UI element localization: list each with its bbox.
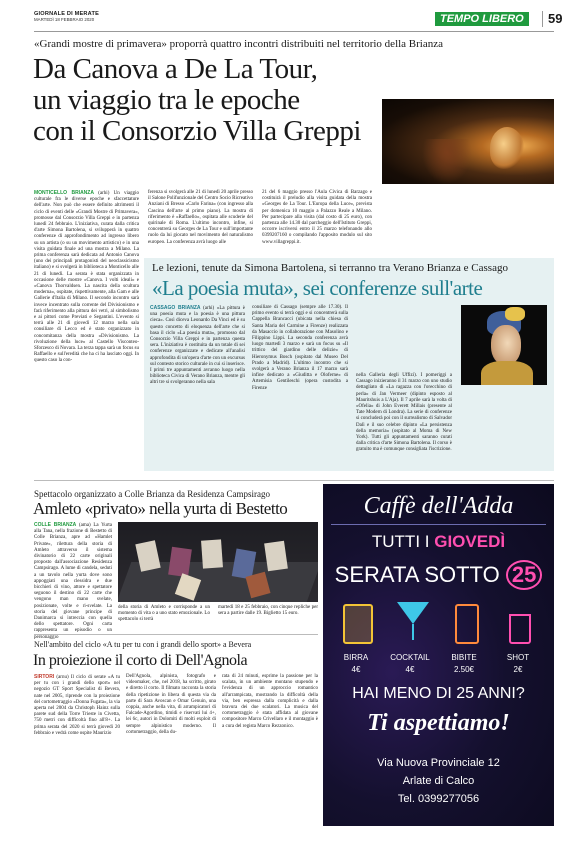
article3-title: Amleto «privato» nella yurta di Bestetto xyxy=(33,499,288,518)
ad-age: 25 xyxy=(506,560,542,590)
ad-item-bibite: BIBITE 2.50€ xyxy=(451,653,477,674)
article2-col1-text: «La pittura è una poesia muta e la poesia è una pittura cieca». Così diceva Leonardo Da Vinci ed è su questo concetto di eloquenza dell'arte che si basa il ciclo «La poesia muta», promosso dal Consorzio Villa Greppi e in partenza questa sera. L'iniziativa è costituita da un totale di sei conferenze organizzate e dedicate all'analisi approfondita di un'opera d'arte con un excursus sul contesto storico culturale in cui si inserisce. I primi tre appuntamenti avranno luogo nella biblioteca Civica di Verano Brianza, mentre gli altri tre si svolgeranno nella sala xyxy=(150,306,246,386)
article1-title-line1: Da Canova a De La Tour, xyxy=(33,53,318,85)
ad-question: HAI MENO DI 25 ANNI? xyxy=(352,685,525,702)
article3-col2: della storia di Amleto e corrisponde a un momento di vita o a uno stato emozionale. Lo spettacolo si terrà xyxy=(118,605,210,623)
soda-icon xyxy=(455,604,479,644)
masthead-rule xyxy=(34,31,554,32)
article1-title-line3: con il Consorzio Villa Greppi xyxy=(33,115,361,147)
article1-col1 xyxy=(34,190,139,365)
vermeer-painting xyxy=(461,305,547,385)
article1-dateline: MONTICELLO BRIANZA xyxy=(34,190,94,196)
article4-byline: (arnu) xyxy=(56,675,69,680)
article1-col1-text: Un viaggio culturale fra le diverse epoche e sfaccettature dell'arte. Non può che essere definito altrimenti il ciclo di eventi delle «Grandi Mostre di Primavera», promosse dal Consorzio Villa Greppi e in partenza lunedì 24 febbraio. L'iniziativa, curata dalla critica d'arte Simona Bartolena, si svilupperà in quattro conferenze di approfondimento ad ingresso libero su un artista (o su un movimento artistico) e in una visita guidata finale ad una mostra a Milano. La prima conferenza sarà dedicata ad Antonio Canova (uno dei principali protagonisti del neoclassicismo italiano) e si svolgerà in biblioteca a Monticello alle 21 di lunedì. La serata è stata organizzata in occasione delle mostre «Canova. I volti ideali» e «Canova Thorvaldsen. La nascita della scultura moderna», ospitate, rispettivamente, alla Gam e alle Gallerie d'Italia di Milano. Il secondo incontro sarà invece incentrato sulla corrente del Divisionismo e farà riferimento alla pittura dei vetri, al simbolismo e ai pittori come Previati e Segantini. L'evento si terrà alle 21 di giovedì 12 marzo nella sala consiliare di Lecco ed è stato organizzato in concomitanza della mostra «Divisionismo. La rivoluzione della luce» al Castello Visconteo-Sforzesco di Novara. La terza tappa sarà un focus su Raffaello e sull'eredità che ha ci ha lasciato oggi. In questo caso la con- xyxy=(34,191,140,364)
article3-col1-text: La Yurta alla Tana, nella frazione di Bestetto di Colle Brianza, apre ad «Hamlet Private», rilettura della storia di Amleto attraverso il sistema divinatorio di 22 carte originali proposto dall'associazione Residenza Campsirago. A lume di candela, seduti a un tavolo nella yurta dove sono appoggiati una clessidra e due bicchieri di vino, attore e spettatore seguono il destino di 22 carte che vengono man mano svelate, posizionate, volte e ri-svelate. La storia del giovane principe di Danimarca si intreccia con quella dello spettatore. Ogni carta rappresenta un episodio o un personaggio xyxy=(34,523,112,640)
article3-col1 xyxy=(34,522,112,641)
article4-col2: Dell'Agnola, alpinista, fotografo e videomaker, che, nel 2018, ha scritto, girato e diretto il corto. Il filmato racconta la storia della ripetizione in libera di questa via da parte di Sara Avoscan e Omar Genuin, una coppia, anche nella vita, di arrampicatori di Falcade-Agordino, timidi e riservati lui 4+, lei 6c, autori in Dolomiti di molti exploit di sempre alpinistico moderno. Il cortometraggio, della du- xyxy=(126,674,216,735)
article1-byline: (arhi) xyxy=(98,191,110,196)
article2-col2: consiliare di Cassago (sempre alle 17.30). Il primo evento si terrà oggi e si concentrerà sulla Cappella Brancacci (ubicata nella chiesa di Santa Maria del Carmine a Firenze) realizzata da Masaccio in collaborazione con Masolino e Filippino Lippi. La seconda conferenza avrà luogo martedì 3 marzo e sarà un focus su «Il trittico del giardino delle delizie» di Hieronymus Bosch (ospitato dal Museo Del Prado a Madrid). L'ultimo incontro che si svolgerà a Verano Brianza il 17 marzo sarà infine dedicato a «Giuditta e Oloferne» di Artemisia Gentileschi (opera custodita a Firenze xyxy=(252,305,348,391)
painting-photo xyxy=(382,99,554,184)
caffe-adda-ad xyxy=(323,484,554,826)
article3-byline: (ama) xyxy=(79,523,91,528)
article1-col2: ferenza si svolgerà alle 21 di lunedì 20 aprile presso il Salone Polifunzionale del Centro Socio Ricreativo Anziani di Bresso «Carlo Farina» (con ingresso alla Cascina dell'arte al primo piano). La mostra di riferimento è «Raffaello», ospitata alle scuderie del quirinale di Roma. L'ultimo incontro, infine, si concentrerà su Georges de La Tour e sull'importante ruolo da lui giocato nel movimento del naturalismo europeo. La conferenza avrà luogo alle xyxy=(148,190,253,245)
shot-icon xyxy=(509,614,531,644)
ad-script: Ti aspettiamo! xyxy=(367,710,510,736)
ad-serata xyxy=(323,560,554,590)
article2-col1 xyxy=(150,305,245,387)
ad-days xyxy=(323,532,554,552)
article3-dateline: COLLE BRIANZA xyxy=(34,522,77,528)
article3-col3: martedì 18 e 25 febbraio, con cinque repliche per sera a partire dalle 19. Biglietto 15 euro. xyxy=(218,605,318,617)
beer-icon xyxy=(343,604,373,644)
divider-2 xyxy=(34,634,318,635)
publication-date: MARTEDÌ 18 FEBBRAIO 2020 xyxy=(34,16,95,22)
ad-brand: Caffè dell'Adda xyxy=(363,493,514,519)
article4-title: In proiezione il corto di Dell'Agnola xyxy=(33,652,248,669)
article2-kicker: Le lezioni, tenute da Simona Bartolena, si terranno tra Verano Brianza e Cassago xyxy=(152,262,508,274)
ad-drink-icons xyxy=(333,598,544,648)
article4-col3: rata di 24 minuti, esprime la passione per la scalata, in un ambiente montano stupendo e l'evidenza di un approccio romantico all'arrampicata, mostrando la difficoltà della via, ben espressa dalla complicità e dalla bravura dei due scalatori. La musica del cortometraggio è stata affidata al giovane compositore Marco Crivellaro e il montaggio è a cura del regista Marco Rezzonico. xyxy=(222,674,318,729)
article2-byline: (arhi) xyxy=(203,306,215,311)
article2-dateline: CASSAGO BRIANZA xyxy=(150,305,201,311)
article1-title-line2: un viaggio tra le epoche xyxy=(33,84,300,116)
publication-name: GIORNALE DI MERATE xyxy=(34,11,100,17)
ad-item-birra: BIRRA 4€ xyxy=(343,653,369,674)
ad-address-line1: Via Nuova Provinciale 12 xyxy=(377,757,500,769)
ad-days-pre: TUTTI I xyxy=(371,532,430,551)
ad-address-line2: Arlate di Calco xyxy=(402,775,475,787)
ad-item-shot: SHOT 2€ xyxy=(506,653,530,674)
divider-1 xyxy=(34,480,554,481)
article3-kicker: Spettacolo organizzato a Colle Brianza da Residenza Campsirago xyxy=(34,489,271,499)
ad-price-list xyxy=(323,652,554,678)
masthead xyxy=(34,12,99,22)
section-tag: TEMPO LIBERO xyxy=(435,12,529,26)
cocktail-stem xyxy=(412,624,414,640)
article4-col1-text: Il ciclo di serate «A tu per tu con i grandi dello sport» nel negozio GT Sport Specialist di Bevera, nate nel 2005, riprende con la proiezione del cortometraggio «Donna Fugata», la via aperta nel 2004 da Christoph Hainz sulla parete sud della Torre Trieste in Civetta, 750 metri con difficoltà fino all'8+. La prima serata del 2020 si terrà giovedì 20 febbraio e vedrà come ospite Maurizio xyxy=(34,675,120,736)
ad-days-highlight: GIOVEDÌ xyxy=(434,532,506,551)
ad-phone: Tel. 0399277056 xyxy=(397,793,480,805)
article4-dateline: SIRTORI xyxy=(34,674,55,680)
tarot-cards-photo xyxy=(118,522,318,602)
page-number: 59 xyxy=(542,11,562,27)
article2-col3: nella Galleria degli Uffizi). I pomeriggi a Cassago inizieranno il 31 marzo con uno studio dettagliato di «La ragazza con l'orecchino di perla» di Jan Vermeer (dipinto esposto al Mauritshuis a L'Aja). Il 7 aprile sarà la volta di «Ofelia» di John Everett Millais (presente al Tate Modern di Londra). La serie di conferenze si concluderà poi con il surrealismo di Salvador Dalì e il suo celebre dipinto «La persistenza della memoria» (ospitato al Moma di New York). Tutti gli appuntamenti saranno curati dalla critica d'arte Simona Bartolena. Il corso è gratuito ma è comunque consigliata l'iscrizione. xyxy=(356,373,452,453)
article2-title: «La poesia muta», sei conferenze sull'arte xyxy=(152,276,483,300)
ad-serata-text: SERATA SOTTO xyxy=(334,562,500,587)
ad-rule xyxy=(331,524,546,525)
article4-col1 xyxy=(34,674,120,737)
article1-col3: 21 del 6 maggio presso l'Aula Civica di Barzago e costituirà il preludio alla visita guidata della mostra «Georges de La Tour. L'Europa della Luce», prevista per domenica 10 maggio a Palazzo Reale a Milano. Per partecipare alla visita (dal costo di 25 euro), con partenza alle 14.30 dal parcheggio dell'Istituto Greppi, occorre iscriversi entro il 25 marzo telefonando allo 0399207160 o compilando l'apposito modulo sul sito www.villagreppi.it. xyxy=(262,190,372,245)
ad-item-cocktail: COCKTAIL 4€ xyxy=(390,653,430,674)
article4-kicker: Nell'ambito del ciclo «A tu per tu con i grandi dello sport» a Bevera xyxy=(34,640,252,649)
article1-kicker: «Grandi mostre di primavera» proporrà quattro incontri distribuiti nel territorio della Brianza xyxy=(34,38,444,50)
cocktail-icon xyxy=(397,602,429,624)
